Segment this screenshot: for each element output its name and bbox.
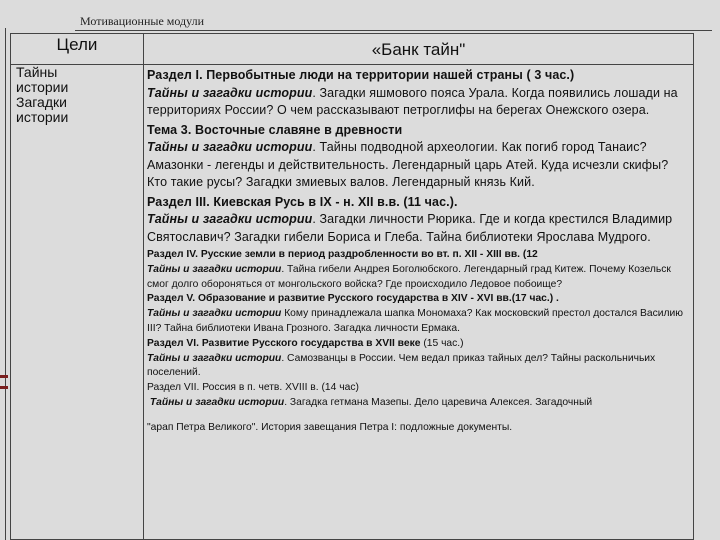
section-text: . Тайны подводной археологии. Как погиб город Танаис? Амазонки - легенды и действительность. Легендарный царь Атей. Куда исчезли скифы? Кто такие русы? Загадки змиевых валов. Легендарный князь Кий. [147,140,669,189]
content-table [10,33,694,540]
section-heading: Раздел V. Образование и развитие Русского государства в XIV - XVI вв.(17 час.) . [147,293,559,305]
section-label: Тайны и загадки истории [147,308,282,320]
section-label: Тайны и загадки истории [147,212,313,226]
section-heading: Раздел I. Первобытные люди на территории нашей страны ( 3 час.) [147,68,575,82]
section-heading: Раздел VI. Развитие Русского государства в XVII веке [147,337,421,349]
bank-content [147,67,687,436]
section-text: Кому принадлежала шапка Мономаха? Как московский престол достался Василию III? Тайна библиотеки Ивана Грозного. Загадка личности Ермака. [147,308,683,334]
bank-column-header: «Банк тайн" [371,40,466,59]
section-body [147,263,687,293]
section-body [147,139,687,192]
section-heading: Тема 3. Восточные славяне в древности [147,122,403,137]
goal-line: Тайны [16,64,58,80]
title-underline [75,30,712,31]
section-label: Тайны и загадки истории [147,352,282,364]
section-heading: Раздел IV. Русские земли в период раздробленности во вт. п. XII - XIII вв. (12 [147,249,538,260]
section-text: . Загадки яшмового пояса Урала. Когда появились лошади на территориях России? О чем рассказывают петроглифы на берегах Онежского озера. [147,85,678,117]
section-heading: Раздел III. Киевская Русь в IX - н. XII в.в. (11 час.). [147,194,458,209]
goal-line: Загадки [16,94,67,110]
left-accent-mark [0,375,8,378]
section-text: . Тайна гибели Андрея Боголюбского. Легендарный град Китеж. Почему Козельск смог долго обороняться от монгольского войска? Где происходило Ледовое побоище? [147,263,671,290]
section-continuation: "арап Петра Великого". История завещания Петра I: подложные документы. [147,421,513,433]
section-heading: Раздел VII. Россия в п. четв. XVIII в. (14 час) [147,382,359,394]
goal-line: истории [16,79,69,95]
module-title: Мотивационные модули [80,14,205,28]
section-label: Тайны и загадки истории [147,140,313,154]
section-body [147,352,687,382]
section-text: . Загадка гетмана Мазепы. Дело царевича Алексея. Загадочный [284,396,593,408]
section-label: Тайны и загадки истории [147,263,282,275]
section-hours: (15 час.) [420,337,464,349]
section-body [147,396,687,411]
left-border-line [5,28,6,540]
column-divider [143,34,144,539]
goals-list [16,65,138,125]
section-body [147,211,687,246]
section-label: Тайны и загадки истории [149,396,285,408]
section-label: Тайны и загадки истории [147,85,313,100]
goal-line: истории [16,109,69,125]
goals-column-header: Цели [56,35,98,54]
section-text: . Самозванцы в России. Чем ведал приказ тайных дел? Тайны раскольничьих поселений. [147,352,656,379]
section-body [147,85,687,120]
section-body [147,307,687,337]
section-text: . Загадки личности Рюрика. Где и когда крестился Владимир Святославич? Загадки гибели Бориса и Глеба. Тайна библиотеки Ярослава Мудрого. [147,212,673,244]
left-accent-mark [0,386,8,389]
section-heading-line [147,337,687,352]
